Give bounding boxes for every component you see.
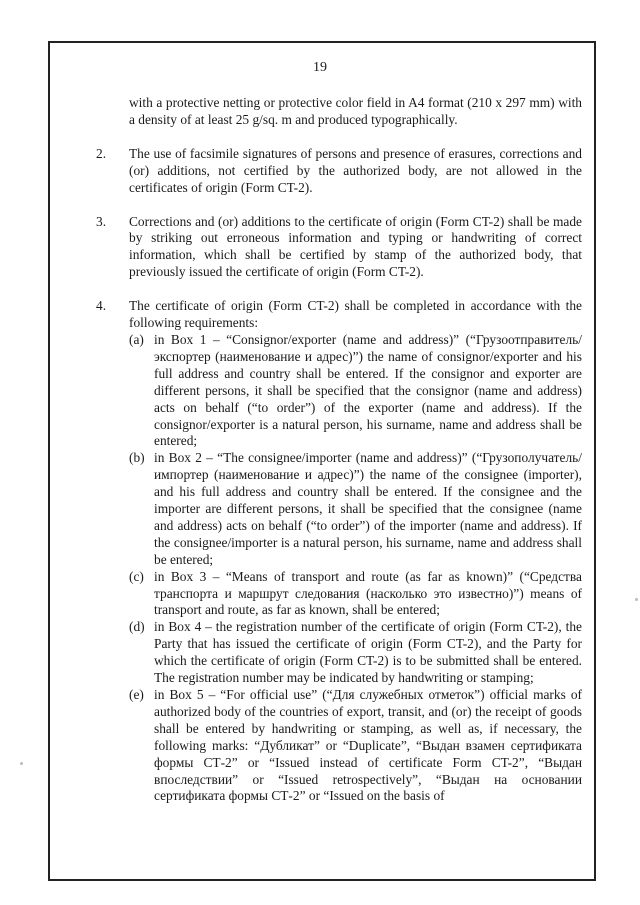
list-item-text: in Box 1 – “Consignor/exporter (name and address)” (“Грузоотправитель/экспортер (наименование и адрес)”) the name of consignor/exporter and his full address and country shall be entered. If the consignor and exporter are different persons, it shall be specified that the consignor (name and address) acts on behalf (“to order”) of the exporter (name and address). If the consignor/exporter is a natural person, his surname, name and address shall be entered; [154, 331, 582, 449]
list-item-b [96, 450, 582, 568]
list-item-a [96, 332, 582, 450]
paragraph-3 [96, 214, 582, 282]
paragraph-number: 2. [96, 145, 107, 161]
page-number: 19 [313, 60, 327, 75]
paragraph-2 [96, 146, 582, 197]
list-item-text: in Box 4 – the registration number of the certificate of origin (Form CT-2), the Party that has issued the certificate of origin (Form CT-2), and the Party for which the certificate of origin (Form CT-2) is to be submitted shall be entered. The registration number may be indicated by handwriting or stamping; [154, 619, 582, 686]
list-item-text: in Box 3 – “Means of transport and route (as far as known)” (“Средства транспорта и маршрут следования (насколько это известно)”) means of transport and route, as far as known, shall be entered; [154, 568, 582, 618]
list-item-label: (d) [129, 619, 145, 635]
list-item-e [96, 687, 582, 805]
paragraph-text: The use of facsimile signatures of persons and presence of erasures, corrections and (or) additions, not certified by the authorized body, are not allowed in the certificates of origin (Form CT-2). [129, 145, 582, 195]
list-item-label: (a) [129, 331, 144, 347]
paragraph-text: The certificate of origin (Form CT-2) shall be completed in accordance with the following requirements: [129, 298, 582, 331]
paragraph-text: Corrections and (or) additions to the certificate of origin (Form CT-2) shall be made by striking out erroneous information and typing or handwriting of correct information, which shall be certified by stamp of the authorized body, that previously issued the certificate of origin (Form CT-2). [129, 213, 582, 280]
list-item-label: (b) [129, 450, 145, 466]
list-item-text: in Box 2 – “The consignee/importer (name and address)” (“Грузополучатель/ импортер (наименование и адрес)”) the name of the consignee (importer), and his full address and country shall be entered. If the consignee and the importer are different persons, it shall be specified that the consignee (name and address) acts on behalf (“to order”) of the importer (name and address). If the consignee/importer is a natural person, his surname, name and address shall be entered; [154, 450, 582, 567]
paragraph-4 [96, 298, 582, 332]
scan-speck [20, 762, 23, 765]
list-item-text: in Box 5 – “For official use” (“Для служебных отметок”) official marks of authorized body of the countries of export, transit, and (or) the receipt of goods shall be entered by handwriting or stamping, as well as, if necessary, the following marks: “Дубликат” or “Duplicate”, “Выдан взамен сертификата формы СТ-2” or “Issued instead of certificate Form CT-2”, “Выдан впоследствии” or “Issued retrospectively”, “Выдан на основании сертификата формы СТ-2” or “Issued on the basis of [154, 687, 582, 804]
paragraph-number: 4. [96, 298, 107, 314]
paragraph-number: 3. [96, 213, 107, 229]
scan-speck [635, 598, 638, 601]
document-body [96, 95, 582, 805]
intro-paragraph: with a protective netting or protective color field in A4 format (210 x 297 mm) with a density of at least 25 g/sq. m and produced typographically. [129, 95, 582, 127]
list-item-label: (c) [129, 568, 144, 584]
list-item-d [96, 619, 582, 687]
list-item-label: (e) [129, 687, 144, 702]
list-item-c [96, 569, 582, 620]
